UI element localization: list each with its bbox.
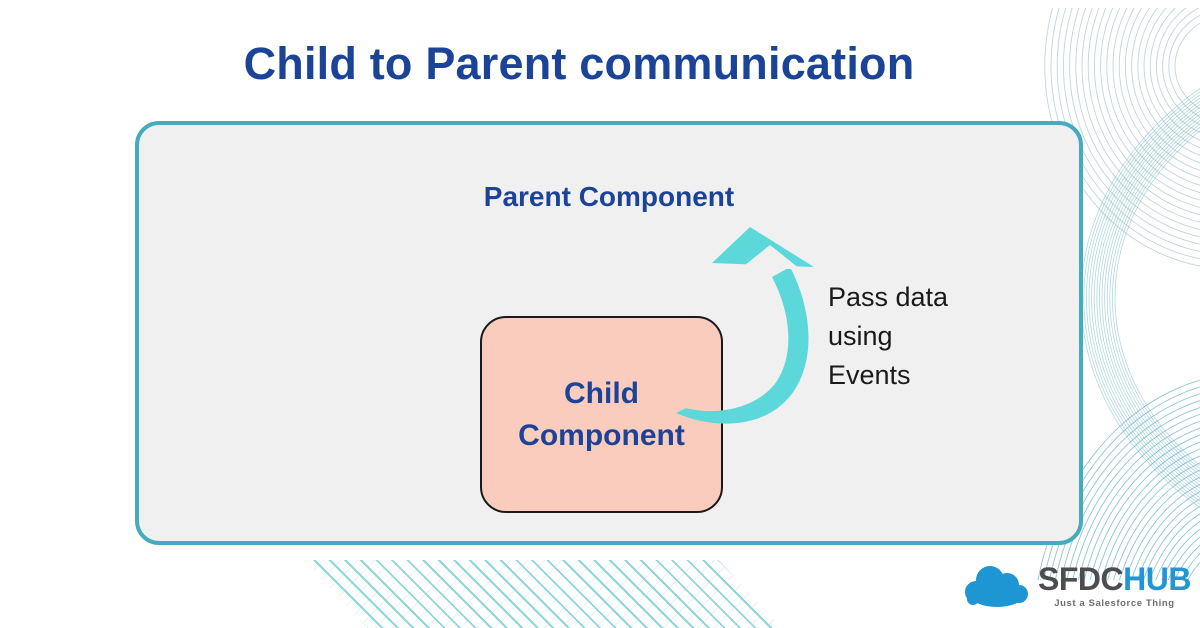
logo-brand [1038, 563, 1191, 595]
arrow-caption: Pass data using Events [828, 282, 949, 391]
logo-brand-primary: SFDC [1038, 561, 1124, 597]
page-title: Child to Parent communication [243, 38, 915, 89]
curved-arrow-icon [660, 215, 830, 430]
logo-tagline: Just a Salesforce Thing [1054, 598, 1175, 609]
logo-text-block [1038, 563, 1191, 609]
arrow-shaft [676, 267, 809, 424]
cloud-icon [960, 561, 1034, 609]
sfdchub-logo [960, 561, 1191, 609]
parent-component-label: Parent Component [483, 181, 735, 212]
hatch-decoration [303, 560, 783, 628]
logo-brand-secondary: HUB [1123, 561, 1191, 597]
event-arrow [660, 215, 830, 430]
child-component-label: Child Component [518, 376, 685, 452]
